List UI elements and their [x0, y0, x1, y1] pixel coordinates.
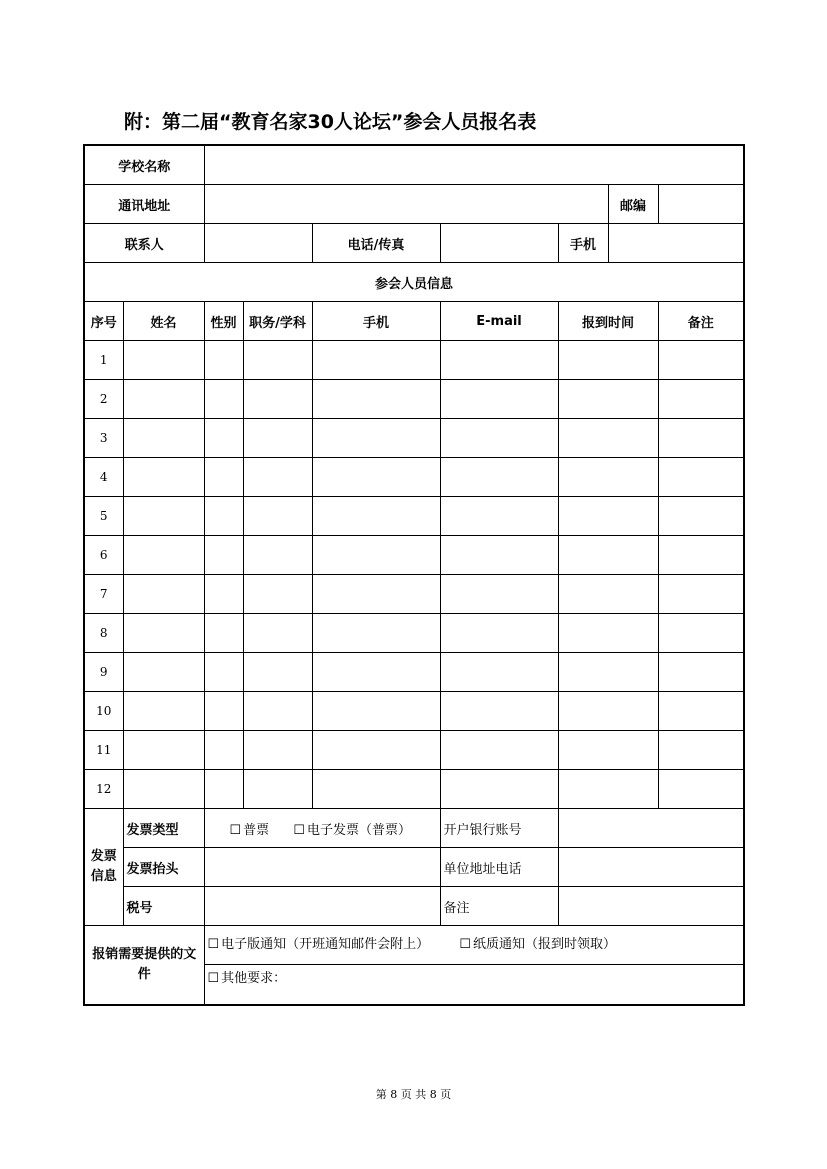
table-cell[interactable]: [123, 692, 204, 731]
table-row: [84, 380, 744, 419]
table-cell[interactable]: [440, 692, 558, 731]
electronic-invoice-option[interactable]: [293, 819, 411, 838]
table-cell[interactable]: [204, 419, 243, 458]
table-cell[interactable]: [440, 770, 558, 809]
reimbursement-row: [84, 926, 744, 1006]
table-cell[interactable]: [123, 497, 204, 536]
table-cell[interactable]: [558, 614, 658, 653]
table-row: [84, 458, 744, 497]
table-row: [84, 731, 744, 770]
checkbox-icon: ☐: [207, 937, 220, 952]
table-cell[interactable]: [204, 614, 243, 653]
row-number: 7: [84, 575, 123, 614]
contact-input[interactable]: [204, 224, 312, 263]
table-cell[interactable]: [243, 575, 312, 614]
table-cell[interactable]: [123, 614, 204, 653]
attendee-info-heading: 参会人员信息: [84, 263, 744, 302]
table-cell[interactable]: [558, 575, 658, 614]
invoice-header-label: 发票抬头: [123, 848, 204, 887]
table-cell[interactable]: [312, 419, 440, 458]
tax-id-label: 税号: [123, 887, 204, 926]
table-cell[interactable]: [658, 419, 744, 458]
table-cell[interactable]: [243, 731, 312, 770]
checkbox-icon: ☐: [293, 822, 305, 838]
table-cell[interactable]: [558, 536, 658, 575]
table-cell[interactable]: [440, 614, 558, 653]
school-label: 学校名称: [84, 145, 204, 185]
column-header: 手机: [312, 302, 440, 341]
electronic-invoice-label: 电子发票（普票）: [306, 822, 411, 838]
school-input[interactable]: [204, 145, 744, 185]
table-cell[interactable]: [123, 380, 204, 419]
table-row: [84, 653, 744, 692]
table-cell[interactable]: [440, 536, 558, 575]
column-header: 序号: [84, 302, 123, 341]
bank-account-input[interactable]: [558, 809, 744, 848]
phone-fax-label: 电话/传真: [312, 224, 440, 263]
table-row: [84, 692, 744, 731]
row-number: 12: [84, 770, 123, 809]
table-cell[interactable]: [658, 575, 744, 614]
row-number: 8: [84, 614, 123, 653]
table-cell[interactable]: [312, 692, 440, 731]
table-row: [84, 536, 744, 575]
table-cell[interactable]: [204, 380, 243, 419]
reimbursement-notice-line: [205, 926, 744, 965]
postcode-input[interactable]: [658, 185, 744, 224]
column-header: 职务/学科: [243, 302, 312, 341]
table-cell[interactable]: [204, 341, 243, 380]
plain-invoice-label: 普票: [243, 822, 270, 838]
table-cell[interactable]: [658, 380, 744, 419]
other-requirements-label: 其他要求：: [221, 971, 287, 986]
page-footer: 第 8 页 共 8 页: [375, 1088, 452, 1101]
table-cell[interactable]: [558, 731, 658, 770]
table-cell[interactable]: [440, 458, 558, 497]
table-row: [84, 341, 744, 380]
table-cell[interactable]: [123, 536, 204, 575]
row-number: 9: [84, 653, 123, 692]
mobile-input[interactable]: [608, 224, 744, 263]
mobile-label: 手机: [558, 224, 608, 263]
invoice-type-row: [84, 809, 744, 848]
table-cell[interactable]: [123, 653, 204, 692]
paper-notice-option[interactable]: [459, 926, 616, 964]
invoice-header-input[interactable]: [204, 848, 440, 887]
invoice-header-row: [84, 848, 744, 887]
table-cell[interactable]: [123, 770, 204, 809]
table-cell[interactable]: [312, 614, 440, 653]
table-cell[interactable]: [312, 770, 440, 809]
page-title: 附：第二届“教育名家30人论坛”参会人员报名表: [124, 111, 537, 133]
table-cell[interactable]: [658, 770, 744, 809]
table-cell[interactable]: [204, 575, 243, 614]
table-cell[interactable]: [440, 380, 558, 419]
tax-id-row: [84, 887, 744, 926]
table-cell[interactable]: [243, 458, 312, 497]
table-cell[interactable]: [440, 653, 558, 692]
table-cell[interactable]: [312, 380, 440, 419]
table-cell[interactable]: [123, 575, 204, 614]
registration-form-table: [83, 144, 745, 1006]
table-cell[interactable]: [558, 341, 658, 380]
table-row: [84, 419, 744, 458]
table-cell[interactable]: [558, 653, 658, 692]
phone-fax-input[interactable]: [440, 224, 558, 263]
table-cell[interactable]: [312, 731, 440, 770]
row-number: 11: [84, 731, 123, 770]
table-row: [84, 575, 744, 614]
table-row: [84, 770, 744, 809]
table-cell[interactable]: [558, 419, 658, 458]
row-number: 10: [84, 692, 123, 731]
table-row: [84, 614, 744, 653]
table-cell[interactable]: [658, 614, 744, 653]
row-number: 3: [84, 419, 123, 458]
table-cell[interactable]: [243, 497, 312, 536]
contact-label: 联系人: [84, 224, 204, 263]
column-header: 报到时间: [558, 302, 658, 341]
table-cell[interactable]: [123, 731, 204, 770]
school-row: [84, 145, 744, 185]
table-cell[interactable]: [243, 653, 312, 692]
table-cell[interactable]: [558, 380, 658, 419]
table-cell[interactable]: [243, 341, 312, 380]
table-cell[interactable]: [123, 458, 204, 497]
table-cell[interactable]: [312, 341, 440, 380]
table-cell[interactable]: [558, 497, 658, 536]
invoice-type-label: 发票类型: [123, 809, 204, 848]
table-cell[interactable]: [558, 692, 658, 731]
invoice-remarks-label: 备注: [440, 887, 558, 926]
electronic-notice-option[interactable]: [208, 926, 430, 964]
table-row: [84, 497, 744, 536]
invoice-type-options: [204, 809, 440, 848]
address-row: [84, 185, 744, 224]
postcode-label: 邮编: [608, 185, 658, 224]
table-cell[interactable]: [658, 458, 744, 497]
table-cell[interactable]: [204, 770, 243, 809]
unit-address-phone-label: 单位地址电话: [440, 848, 558, 887]
table-cell[interactable]: [243, 419, 312, 458]
table-cell[interactable]: [440, 497, 558, 536]
table-cell[interactable]: [312, 575, 440, 614]
table-cell[interactable]: [312, 458, 440, 497]
table-cell[interactable]: [243, 614, 312, 653]
checkbox-icon: ☐: [207, 971, 220, 986]
row-number: 4: [84, 458, 123, 497]
unit-address-phone-input[interactable]: [558, 848, 744, 887]
other-requirements-option[interactable]: [208, 965, 287, 993]
table-cell[interactable]: [658, 692, 744, 731]
table-cell[interactable]: [204, 692, 243, 731]
table-cell[interactable]: [123, 341, 204, 380]
invoice-section-label: 发票信息: [84, 809, 123, 926]
table-cell[interactable]: [312, 536, 440, 575]
table-cell[interactable]: [243, 770, 312, 809]
table-cell[interactable]: [658, 536, 744, 575]
column-header: 性别: [204, 302, 243, 341]
tax-id-input[interactable]: [204, 887, 440, 926]
table-cell[interactable]: [440, 575, 558, 614]
table-cell[interactable]: [204, 653, 243, 692]
table-cell[interactable]: [658, 497, 744, 536]
table-cell[interactable]: [243, 380, 312, 419]
table-cell[interactable]: [204, 536, 243, 575]
row-number: 1: [84, 341, 123, 380]
column-header: E-mail: [440, 302, 558, 341]
table-cell[interactable]: [243, 536, 312, 575]
electronic-notice-label: 电子版通知（开班通知邮件会附上）: [221, 937, 430, 952]
table-cell[interactable]: [440, 419, 558, 458]
column-header: 姓名: [123, 302, 204, 341]
table-cell[interactable]: [243, 692, 312, 731]
address-input[interactable]: [204, 185, 608, 224]
attendee-info-row: [84, 263, 744, 302]
table-cell[interactable]: [204, 731, 243, 770]
reimbursement-other-line: [208, 965, 744, 1004]
reimbursement-label: 报销需要提供的文件: [84, 926, 204, 1006]
plain-invoice-option[interactable]: [230, 819, 270, 838]
table-cell[interactable]: [204, 497, 243, 536]
invoice-remarks-input[interactable]: [558, 887, 744, 926]
checkbox-icon: ☐: [229, 822, 242, 838]
table-cell[interactable]: [558, 770, 658, 809]
checkbox-icon: ☐: [459, 937, 471, 952]
table-cell[interactable]: [312, 653, 440, 692]
table-cell[interactable]: [123, 419, 204, 458]
table-cell[interactable]: [312, 497, 440, 536]
row-number: 2: [84, 380, 123, 419]
reimbursement-options: [204, 926, 744, 1006]
table-cell[interactable]: [658, 653, 744, 692]
paper-notice-label: 纸质通知（报到时领取）: [472, 937, 616, 952]
table-cell[interactable]: [658, 731, 744, 770]
row-number: 6: [84, 536, 123, 575]
table-cell[interactable]: [558, 458, 658, 497]
row-number: 5: [84, 497, 123, 536]
bank-account-label: 开户银行账号: [440, 809, 558, 848]
column-header: 备注: [658, 302, 744, 341]
contact-row: [84, 224, 744, 263]
table-cell[interactable]: [440, 731, 558, 770]
address-label: 通讯地址: [84, 185, 204, 224]
table-cell[interactable]: [440, 341, 558, 380]
table-cell[interactable]: [658, 341, 744, 380]
table-cell[interactable]: [204, 458, 243, 497]
column-header-row: [84, 302, 744, 341]
